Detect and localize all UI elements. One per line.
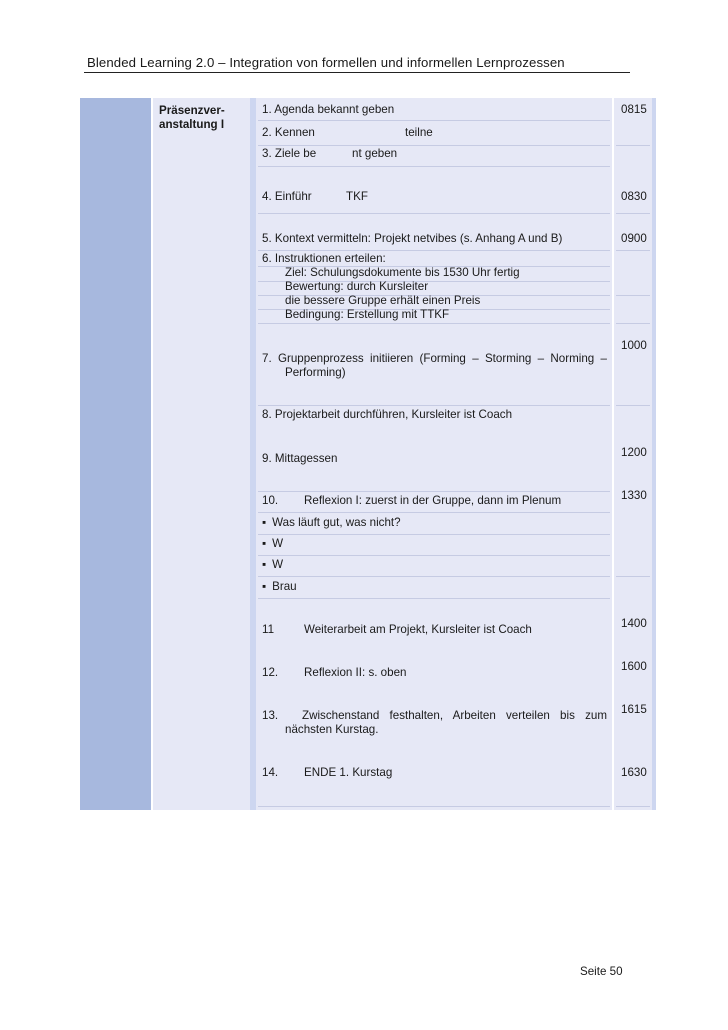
activity-item: 9. Mittagessen	[262, 452, 338, 465]
row-divider	[258, 806, 610, 807]
row-divider	[258, 250, 610, 251]
section-label-line: Präsenzver-	[159, 104, 225, 117]
activity-item: 8. Projektarbeit durchführen, Kursleiter ist Coach	[262, 408, 513, 421]
time-cell: 1330	[621, 489, 647, 502]
table-column-phase	[80, 98, 151, 810]
time-cell: 1400	[621, 617, 647, 630]
row-divider	[258, 323, 610, 324]
activity-item: 5. Kontext vermitteln: Projekt netvibes (s. Anhang A und B)	[262, 232, 563, 245]
activity-item-continued: nächsten Kurstag.	[285, 723, 379, 736]
time-cell: 1000	[621, 339, 647, 352]
table-column-section	[153, 98, 250, 810]
time-cell: 1630	[621, 766, 647, 779]
activity-text: Reflexion I: zuerst in der Gruppe, dann im Plenum	[304, 494, 562, 507]
row-divider	[258, 145, 610, 146]
row-divider	[258, 120, 610, 121]
activity-number: 13.	[262, 709, 279, 722]
row-divider	[616, 213, 650, 214]
activity-item: 1. Agenda bekannt geben	[262, 103, 395, 116]
page-header-title: Blended Learning 2.0 – Integration von formellen und informellen Lernprozessen	[87, 55, 565, 70]
time-cell: 1600	[621, 660, 647, 673]
activity-item-continued: Performing)	[285, 366, 346, 379]
row-divider	[258, 555, 610, 556]
row-divider	[616, 145, 650, 146]
time-cell: 1200	[621, 446, 647, 459]
time-cell: 0815	[621, 103, 647, 116]
bullet-item: ▪ W	[262, 537, 283, 551]
activity-item: 6. Instruktionen erteilen:	[262, 252, 386, 265]
row-divider	[258, 491, 610, 492]
activity-number: 12.	[262, 666, 279, 679]
activity-text: Weiterarbeit am Projekt, Kursleiter ist Coach	[304, 623, 532, 636]
row-divider	[258, 405, 610, 406]
row-divider	[616, 405, 650, 406]
activity-fragment: nt geben	[352, 147, 398, 160]
bullet-item: ▪ Brau	[262, 580, 297, 594]
activity-fragment: 2. Kennen	[262, 126, 315, 139]
activity-number: 11	[262, 623, 275, 636]
activity-text: Reflexion II: s. oben	[304, 666, 407, 679]
bullet-item: ▪ Was läuft gut, was nicht?	[262, 516, 401, 530]
activity-number: 10.	[262, 494, 279, 507]
row-divider	[616, 806, 650, 807]
row-divider	[616, 323, 650, 324]
activity-item	[262, 623, 532, 637]
bullet-item: ▪ W	[262, 558, 283, 572]
activity-item	[262, 666, 406, 680]
activity-item	[262, 709, 607, 723]
activity-subitem: Bewertung: durch Kursleiter	[285, 280, 429, 293]
activity-fragment: teilne	[405, 126, 433, 139]
row-divider	[616, 295, 650, 296]
activity-text: ENDE 1. Kurstag	[304, 766, 393, 779]
activity-subitem: Bedingung: Erstellung mit TTKF	[285, 308, 450, 321]
activity-item	[262, 494, 561, 508]
activity-line	[262, 709, 607, 723]
activity-item: 7. Gruppenprozess initiieren (Forming – Storming – Norming –	[262, 352, 607, 365]
row-divider	[616, 250, 650, 251]
activity-fragment: 3. Ziele be	[262, 147, 317, 160]
activity-fragment: TKF	[346, 190, 368, 203]
row-divider	[258, 598, 610, 599]
activity-subitem: die bessere Gruppe erhält einen Preis	[285, 294, 481, 307]
activity-subitem: Ziel: Schulungsdokumente bis 1530 Uhr fertig	[285, 266, 520, 279]
row-divider	[258, 534, 610, 535]
row-divider	[258, 166, 610, 167]
row-divider	[258, 512, 610, 513]
row-divider	[258, 576, 610, 577]
row-divider	[258, 213, 610, 214]
activity-text: Zwischenstand festhalten, Arbeiten verteilen bis zum	[302, 709, 607, 722]
page-number: Seite 50	[580, 965, 623, 978]
section-label	[159, 104, 249, 132]
activity-fragment: 4. Einführ	[262, 190, 312, 203]
row-divider	[616, 576, 650, 577]
activity-number: 14.	[262, 766, 279, 779]
time-cell: 0830	[621, 190, 647, 203]
time-cell: 1615	[621, 703, 647, 716]
time-cell: 0900	[621, 232, 647, 245]
table-column-edge	[652, 98, 656, 810]
section-label-line: anstaltung I	[159, 118, 225, 131]
header-rule	[84, 72, 630, 73]
activity-item	[262, 766, 392, 780]
